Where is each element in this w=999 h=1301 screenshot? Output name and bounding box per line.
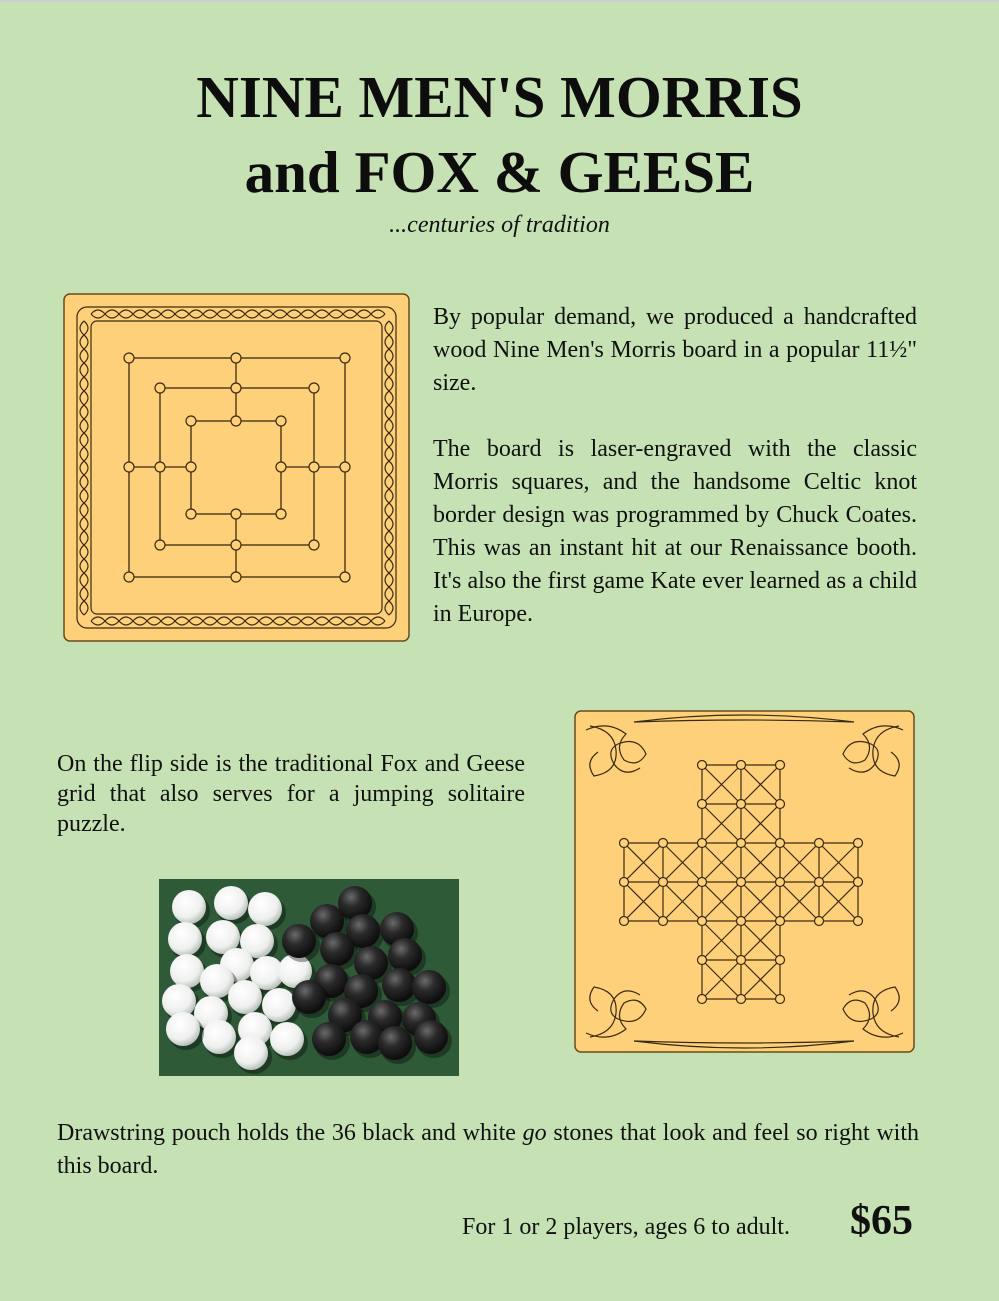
board-hole — [737, 761, 746, 770]
board-hole — [698, 800, 707, 809]
board-hole — [737, 878, 746, 887]
nine-mens-morris-board-image — [63, 293, 410, 642]
black-go-stone — [282, 924, 316, 958]
tagline: ...centuries of tradition — [389, 212, 610, 238]
black-go-stone — [382, 968, 416, 1002]
board-hole — [776, 761, 785, 770]
board-hole — [776, 800, 785, 809]
white-go-stone — [270, 1022, 304, 1056]
board-hole — [698, 839, 707, 848]
board-hole — [698, 878, 707, 887]
black-go-stone — [320, 932, 354, 966]
board-hole — [737, 995, 746, 1004]
board-hole — [776, 917, 785, 926]
white-go-stone — [228, 980, 262, 1014]
black-go-stone — [292, 980, 326, 1014]
board-hole — [737, 839, 746, 848]
board-hole — [698, 917, 707, 926]
white-go-stone — [166, 1012, 200, 1046]
black-go-stone — [312, 1022, 346, 1056]
pouch-text-after: stones that look and feel so right with this board. — [57, 1120, 920, 1179]
board-hole — [776, 956, 785, 965]
board-hole — [620, 839, 629, 848]
black-go-stone — [378, 1026, 412, 1060]
board-hole — [698, 761, 707, 770]
fox-and-geese-board-image — [574, 710, 915, 1053]
white-go-stone — [248, 892, 282, 926]
go-stones-photo — [159, 879, 459, 1076]
white-go-stone — [172, 890, 206, 924]
board-hole — [776, 839, 785, 848]
board-hole — [815, 878, 824, 887]
board-hole — [698, 995, 707, 1004]
players-info: For 1 or 2 players, ages 6 to adult. — [462, 1214, 790, 1240]
white-go-stone — [168, 922, 202, 956]
black-go-stone — [350, 1020, 384, 1054]
fox-geese-paragraph: On the flip side is the traditional Fox and Geese grid that also serves for a jumping solitaire puzzle. — [57, 751, 525, 837]
board-hole — [620, 917, 629, 926]
board-hole — [815, 839, 824, 848]
board-hole — [737, 956, 746, 965]
white-go-stone — [262, 988, 296, 1022]
pouch-text-before: Drawstring pouch holds the 36 black and white — [57, 1120, 523, 1146]
black-go-stone — [414, 1020, 448, 1054]
board-hole — [659, 839, 668, 848]
white-go-stone — [234, 1036, 268, 1070]
board-hole — [659, 878, 668, 887]
board-hole — [854, 839, 863, 848]
title-line-1: NINE MEN'S MORRIS — [196, 64, 803, 130]
morris-intro-paragraph: By popular demand, we produced a handcrafted wood Nine Men's Morris board in a popular 11½" size. — [433, 304, 917, 396]
board-hole — [815, 917, 824, 926]
title-line-2: and FOX & GEESE — [244, 139, 755, 205]
white-go-stone — [170, 954, 204, 988]
price: $65 — [850, 1198, 913, 1244]
black-go-stone — [388, 938, 422, 972]
pouch-paragraph — [57, 1117, 919, 1183]
top-rule — [0, 0, 999, 2]
morris-details-paragraph: The board is laser-engraved with the classic Morris squares, and the handsome Celtic knot border design was programmed by Chuck Coates. This was an instant hit at our Renaissance booth. It's also the first game Kate ever learned as a child in Europe. — [433, 436, 917, 627]
board-hole — [854, 878, 863, 887]
board-hole — [854, 917, 863, 926]
board-hole — [620, 878, 629, 887]
board-hole — [659, 917, 668, 926]
white-go-stone — [202, 1020, 236, 1054]
board-hole — [776, 995, 785, 1004]
board-hole — [737, 917, 746, 926]
board-hole — [737, 800, 746, 809]
white-go-stone — [214, 886, 248, 920]
board-hole — [698, 956, 707, 965]
board-hole — [776, 878, 785, 887]
black-go-stone — [412, 970, 446, 1004]
go-term: go — [522, 1120, 547, 1146]
